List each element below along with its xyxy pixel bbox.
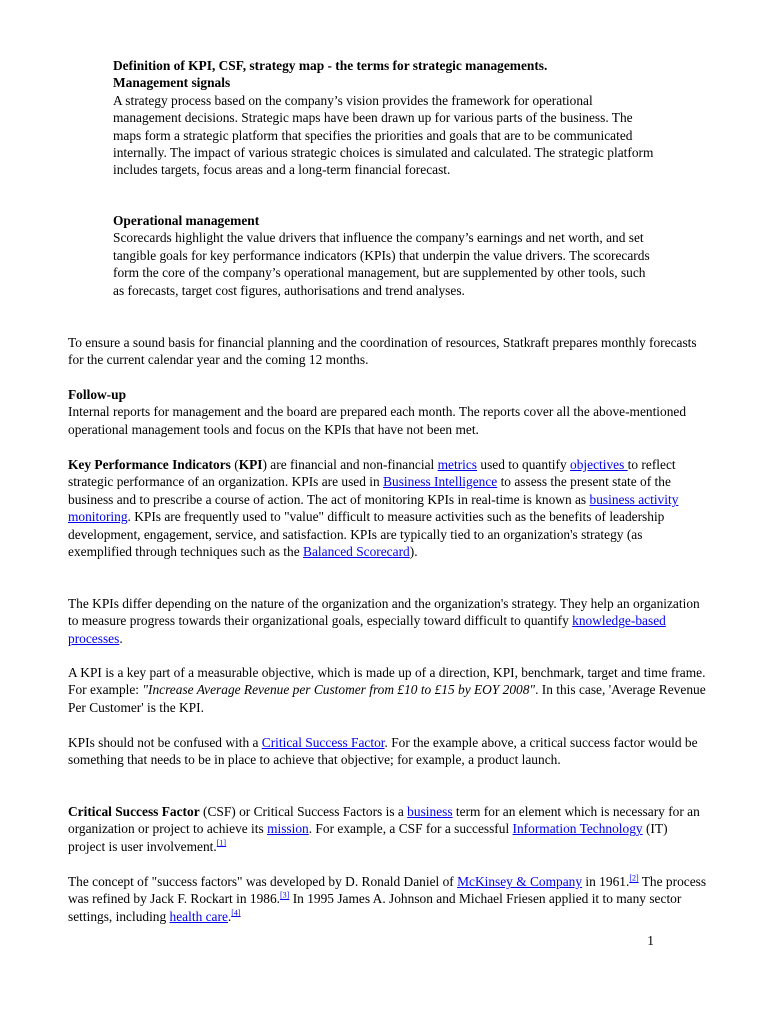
paragraph-forecast: To ensure a sound basis for financial planning and the coordination of resources, Statkraft prepares monthly forecasts for the current calendar year and the coming 12 months. <box>68 335 697 368</box>
footnote-ref-2[interactable]: [2] <box>629 873 639 883</box>
text: in 1961. <box>582 874 630 889</box>
kpi-example: "Increase Average Revenue per Customer from £10 to £15 by EOY 2008" <box>142 682 536 698</box>
document-title: Definition of KPI, CSF, strategy map - the terms for strategic managements. <box>113 58 548 73</box>
text: . In this case, 'Average Revenue Per Customer' is the KPI. <box>68 682 706 715</box>
paragraph-scorecards: Scorecards highlight the value drivers that influence the company’s earnings and net worth, and set tangible goals for key performance indicators (KPIs) that underpin the value drivers. The scorecards form the core of the company’s operational management, but are supplemented by other tools, such as forecasts, target cost figures, authorisations and trend analyses. <box>113 230 650 298</box>
paragraph-kpi-definition <box>68 456 708 560</box>
heading-block <box>113 57 658 179</box>
page-number: 1 <box>647 933 654 948</box>
link-metrics[interactable]: metrics <box>437 457 478 472</box>
link-information-technology[interactable]: Information Technology <box>512 821 643 837</box>
text: . For the example above, a critical success factor would be something that needs to be in place to achieve that objective; for example, a product launch. <box>68 735 698 768</box>
text: to assess the present state of the business and to prescribe a course of action. The act of monitoring KPIs in real-time is known as <box>68 474 671 507</box>
footnote-ref-4[interactable]: [4] <box>231 908 241 918</box>
paragraph-kpi-measurable-objective <box>68 664 708 716</box>
section-heading-operational-management: Operational management <box>113 213 260 228</box>
link-knowledge-based-processes[interactable]: knowledge-based processes <box>68 613 666 646</box>
link-critical-success-factor[interactable]: Critical Success Factor <box>261 735 385 750</box>
link-business-intelligence[interactable]: Business Intelligence <box>383 474 498 490</box>
text: . <box>227 908 232 924</box>
text: The process was refined by Jack F. Rockart in 1986. <box>68 874 707 907</box>
paragraph-kpi-differ <box>68 595 708 647</box>
text: . KPIs are frequently used to "value" difficult to measure activities such as the benefits of leadership development, engagement, service, and satisfaction. KPIs are typically tied to an organization's strategy (as exemplified through techniques such as the <box>68 509 665 560</box>
text: The concept of "success factors" was developed by D. Ronald Daniel of <box>68 874 458 889</box>
text: ( <box>230 457 239 472</box>
follow-up-block <box>68 386 708 438</box>
section-heading-management-signals: Management signals <box>113 75 231 91</box>
link-mckinsey[interactable]: McKinsey & Company <box>457 874 583 889</box>
text: A KPI is a key part of a measurable objective, which is made up of a direction, KPI, benchmark, target and time frame. For example: <box>68 665 706 698</box>
text: . For example, a CSF for a successful <box>308 821 513 837</box>
text: . <box>119 630 123 646</box>
paragraph-csf-definition <box>68 803 708 855</box>
text: The KPIs differ depending on the nature of the organization and the organization's strategy. They help an organization to measure progress towards their organizational goals, especially toward difficult to quantify <box>68 596 700 629</box>
text: In 1995 James A. Johnson and Michael Friesen applied it to many sector settings, including <box>68 891 682 924</box>
link-health-care[interactable]: health care <box>169 908 228 924</box>
footnote-ref-3[interactable]: [3] <box>280 890 290 900</box>
text: term for an element which is necessary for an organization or project to achieve its <box>68 804 700 837</box>
link-mission[interactable]: mission <box>267 821 309 837</box>
text: used to quantify <box>477 457 571 472</box>
link-balanced-scorecard[interactable]: Balanced Scorecard <box>303 544 410 560</box>
paragraph-strategy-process: A strategy process based on the company’s vision provides the framework for operational management decisions. Strategic maps have been drawn up for various parts of the business. The maps form a strategic platform that specifies the priorities and goals that are to be communicated internally. The impact of various strategic choices is simulated and calculated. The strategic platform includes targets, focus areas and a long-term financial forecast. <box>113 92 654 178</box>
link-business-activity-monitoring[interactable]: business activity monitoring <box>68 491 679 525</box>
text: (CSF) or Critical Success Factors is a <box>199 804 408 819</box>
operational-management-block <box>113 212 658 299</box>
kpi-term: Key Performance Indicators <box>68 457 231 472</box>
text: (IT) project is user involvement. <box>68 821 668 854</box>
link-business[interactable]: business <box>407 804 453 819</box>
paragraph-success-factors-history <box>68 873 708 925</box>
kpi-abbr: KPI <box>238 457 263 472</box>
text: KPIs should not be confused with a <box>68 735 262 750</box>
csf-term: Critical Success Factor <box>68 804 200 819</box>
text: to reflect strategic performance of an organization. KPIs are used in <box>68 457 676 490</box>
text: ) are financial and non-financial <box>262 457 438 472</box>
paragraph-kpi-vs-csf <box>68 734 708 769</box>
footnote-ref-1[interactable]: [1] <box>216 838 227 848</box>
text: ). <box>409 544 418 560</box>
link-objectives[interactable]: objectives <box>570 457 628 472</box>
paragraph-internal-reports: Internal reports for management and the board are prepared each month. The reports cover all the above-mentioned operational management tools and focus on the KPIs that have not been met. <box>68 404 687 437</box>
section-heading-follow-up: Follow-up <box>68 387 127 402</box>
